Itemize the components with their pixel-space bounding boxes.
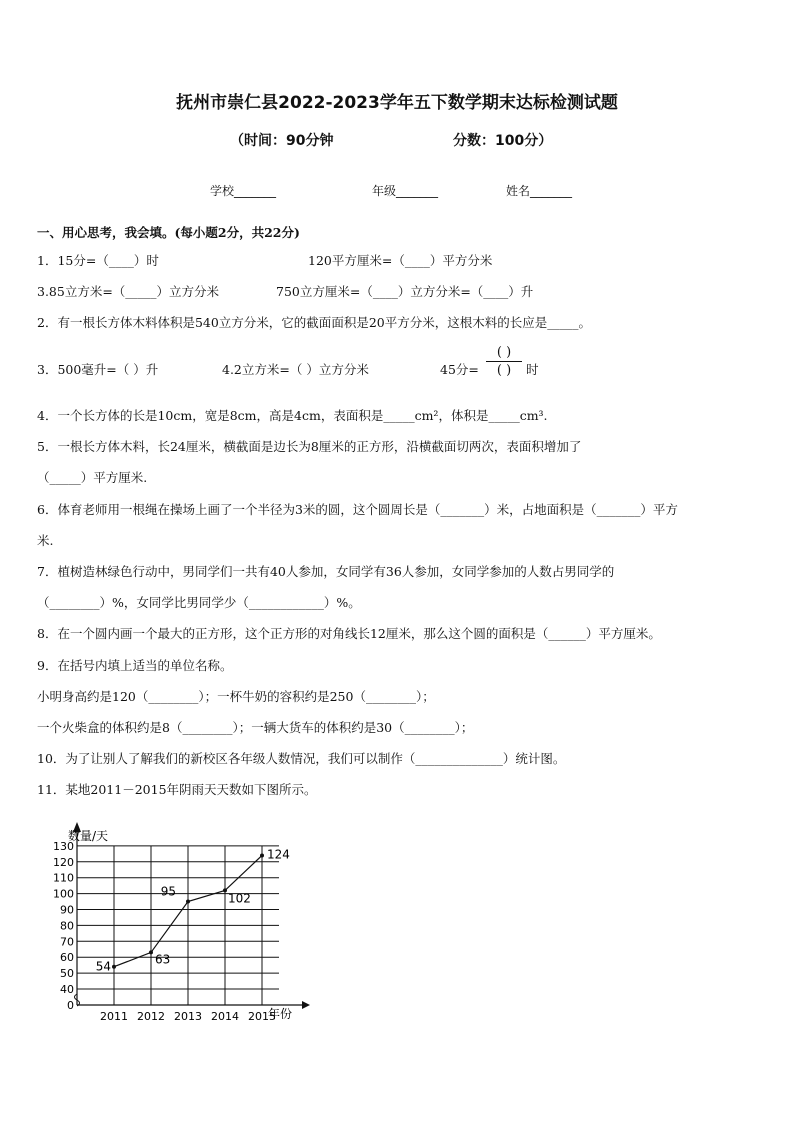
y-tick-label: 0 xyxy=(67,999,74,1012)
data-point xyxy=(112,965,116,969)
y-axis-label: 数量/天 xyxy=(68,829,109,843)
y-tick-label: 130 xyxy=(53,839,74,853)
question-7-line2: （________）%，女同学比男同学少（____________）%。 xyxy=(37,595,361,610)
data-label: 124 xyxy=(267,847,290,862)
data-point xyxy=(149,950,153,954)
question-3d: 时 xyxy=(526,362,539,377)
x-axis-arrow xyxy=(302,1001,310,1009)
question-1d: 750立方厘米=（____）立方分米=（____）升 xyxy=(276,284,534,299)
line-chart xyxy=(30,818,320,1028)
page-title: 抚州市崇仁县2022-2023学年五下数学期末达标检测试题 xyxy=(176,93,618,113)
y-tick-label: 50 xyxy=(60,967,74,981)
question-3a: 3．500毫升=（ ）升 xyxy=(37,362,159,377)
y-tick-label: 120 xyxy=(53,855,74,869)
y-tick-label: 40 xyxy=(60,983,74,996)
exam-score: 分数：100分） xyxy=(453,133,553,149)
question-9-line2: 一个火柴盒的体积约是8（________）；一辆大货车的体积约是30（________）； xyxy=(37,720,474,735)
x-tick-label: 2015 xyxy=(248,1010,276,1023)
fraction-denominator: ( ) xyxy=(496,363,512,378)
data-point xyxy=(223,888,227,892)
data-label: 63 xyxy=(155,952,171,967)
question-1a: 1．15分=（____）时 xyxy=(37,253,159,268)
question-4: 4．一个长方体的长是10cm，宽是8cm，高是4cm，表面积是_____cm²，体积是_____cm³. xyxy=(37,408,548,423)
question-1c: 3.85立方米=（_____）立方分米 xyxy=(37,284,220,299)
question-3c: 45分= xyxy=(440,362,479,377)
y-tick-label: 110 xyxy=(53,871,74,885)
data-label: 102 xyxy=(228,891,251,906)
fraction-numerator: ( ) xyxy=(496,345,512,360)
x-tick-label: 2012 xyxy=(137,1010,165,1023)
fraction xyxy=(484,345,524,378)
exam-time: （时间：90分钟 xyxy=(230,133,334,149)
question-10: 10．为了让别人了解我们的新校区各年级人数情况，我们可以制作（______________）统计图。 xyxy=(37,751,566,766)
question-2: 2．有一根长方体木料体积是540立方分米，它的截面面积是20平方分米，这根木料的长应是_____。 xyxy=(37,315,591,330)
question-3b: 4.2立方米=（ ）立方分米 xyxy=(222,362,369,377)
question-1b: 120平方厘米=（____）平方分米 xyxy=(308,253,493,268)
data-point xyxy=(260,853,264,857)
x-tick-label: 2011 xyxy=(100,1010,128,1023)
grade-field: 年级_______ xyxy=(372,184,439,198)
section-heading: 一、用心思考，我会填。(每小题2分，共22分) xyxy=(37,225,300,240)
question-5-line2: （_____）平方厘米. xyxy=(37,470,148,485)
data-point xyxy=(186,900,190,904)
fraction-bar xyxy=(486,361,522,362)
y-tick-label: 100 xyxy=(53,887,74,901)
question-11: 11．某地2011－2015年阴雨天天数如下图所示。 xyxy=(37,782,317,797)
question-6-line1: 6．体育老师用一根绳在操场上画了一个半径为3米的圆，这个圆周长是（_______）米，占地面积是（_______）平方 xyxy=(37,502,678,517)
question-8: 8．在一个圆内画一个最大的正方形，这个正方形的对角线长12厘米，那么这个圆的面积是（______）平方厘米。 xyxy=(37,626,661,641)
data-label: 95 xyxy=(160,884,176,899)
y-tick-label: 90 xyxy=(60,903,74,917)
question-6-line2: 米. xyxy=(37,533,54,548)
x-tick-label: 2014 xyxy=(211,1010,239,1023)
y-tick-label: 70 xyxy=(60,935,74,949)
question-9: 9．在括号内填上适当的单位名称。 xyxy=(37,658,233,673)
name-field: 姓名_______ xyxy=(506,184,573,198)
question-9-line1: 小明身高约是120（________）；一杯牛奶的容积约是250（________）； xyxy=(37,689,435,704)
data-label: 54 xyxy=(95,959,111,974)
y-tick-label: 60 xyxy=(60,951,74,965)
school-field: 学校_______ xyxy=(210,184,277,198)
x-axis-label: 年份 xyxy=(268,1007,293,1021)
x-tick-label: 2013 xyxy=(174,1010,202,1023)
y-tick-label: 80 xyxy=(60,919,74,933)
question-5-line1: 5．一根长方体木料，长24厘米，横截面是边长为8厘米的正方形，沿横截面切两次，表面积增加了 xyxy=(37,439,582,454)
question-7-line1: 7．植树造林绿色行动中，男同学们一共有40人参加，女同学有36人参加，女同学参加的人数占男同学的 xyxy=(37,564,615,579)
